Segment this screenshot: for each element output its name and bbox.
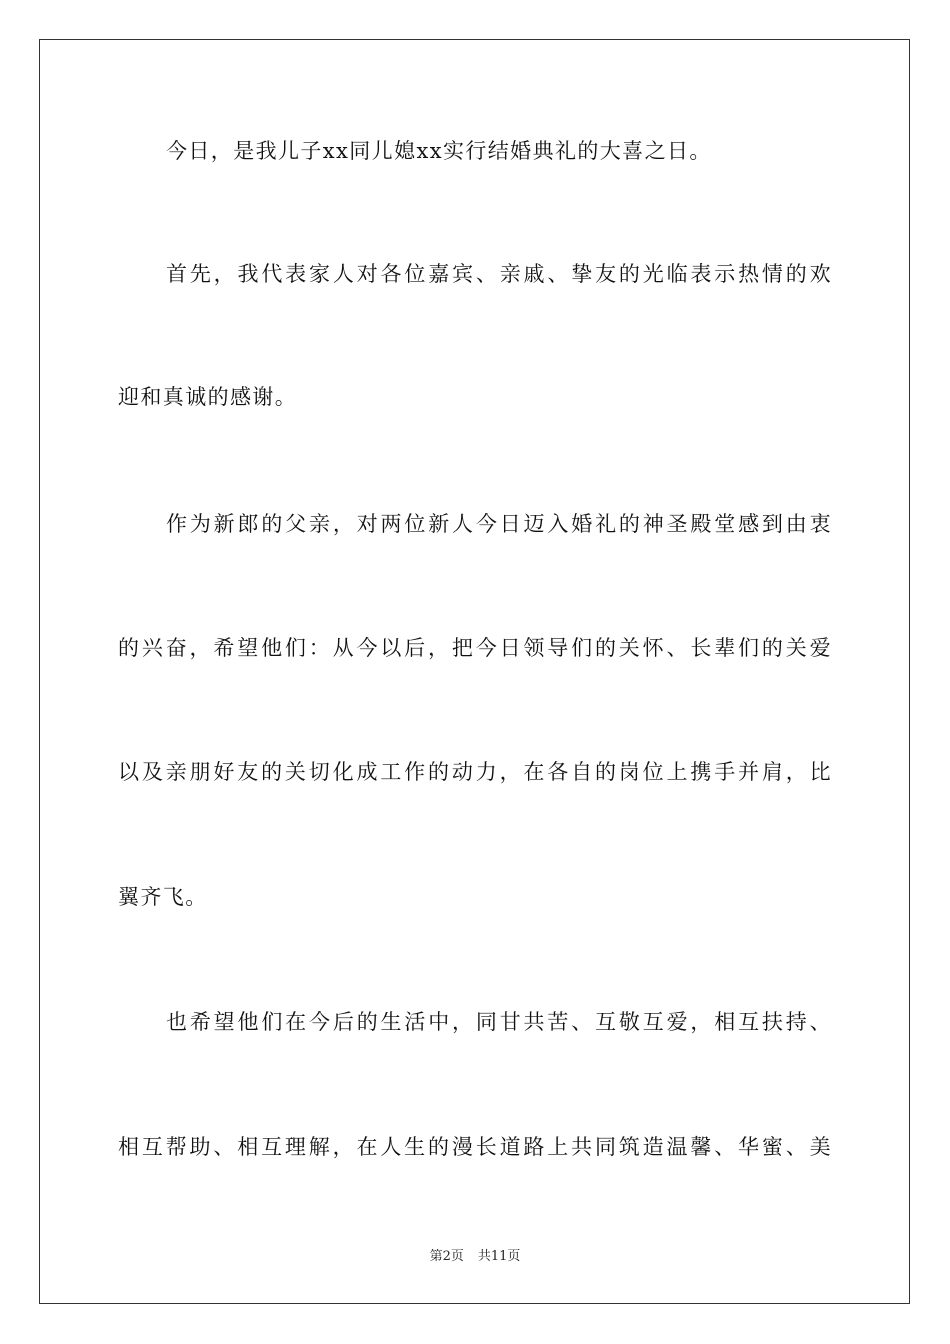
page-number: 第2页 — [429, 1249, 464, 1264]
paragraph-1-line-1 — [118, 137, 832, 165]
paragraph-1-text: 今日，是我儿子xx同儿媳xx实行结婚典礼的大喜之日。 — [166, 139, 712, 163]
page-frame — [39, 39, 910, 1304]
paragraph-4-line-1: 也希望他们在今后的生活中，同甘共苦、互敬互爱，相互扶持、 — [166, 1010, 832, 1034]
paragraph-3-line-3: 以及亲朋好友的关切化成工作的动力，在各自的岗位上携手并肩，比 — [118, 760, 832, 784]
paragraph-3-line-2: 的兴奋，希望他们：从今以后，把今日领导们的关怀、长辈们的关爱 — [118, 636, 832, 660]
page-total: 共11页 — [477, 1249, 521, 1264]
paragraph-3-line-1: 作为新郎的父亲，对两位新人今日迈入婚礼的神圣殿堂感到由衷 — [166, 512, 832, 536]
paragraph-4-line-2: 相互帮助、相互理解，在人生的漫长道路上共同筑造温馨、华蜜、美 — [118, 1135, 832, 1159]
paragraph-2-line-2: 迎和真诚的感谢。 — [118, 385, 298, 409]
paragraph-2-line-1: 首先，我代表家人对各位嘉宾、亲戚、挚友的光临表示热情的欢 — [166, 262, 832, 286]
paragraph-3-line-4: 翼齐飞。 — [118, 885, 208, 909]
page-footer — [0, 1248, 950, 1266]
